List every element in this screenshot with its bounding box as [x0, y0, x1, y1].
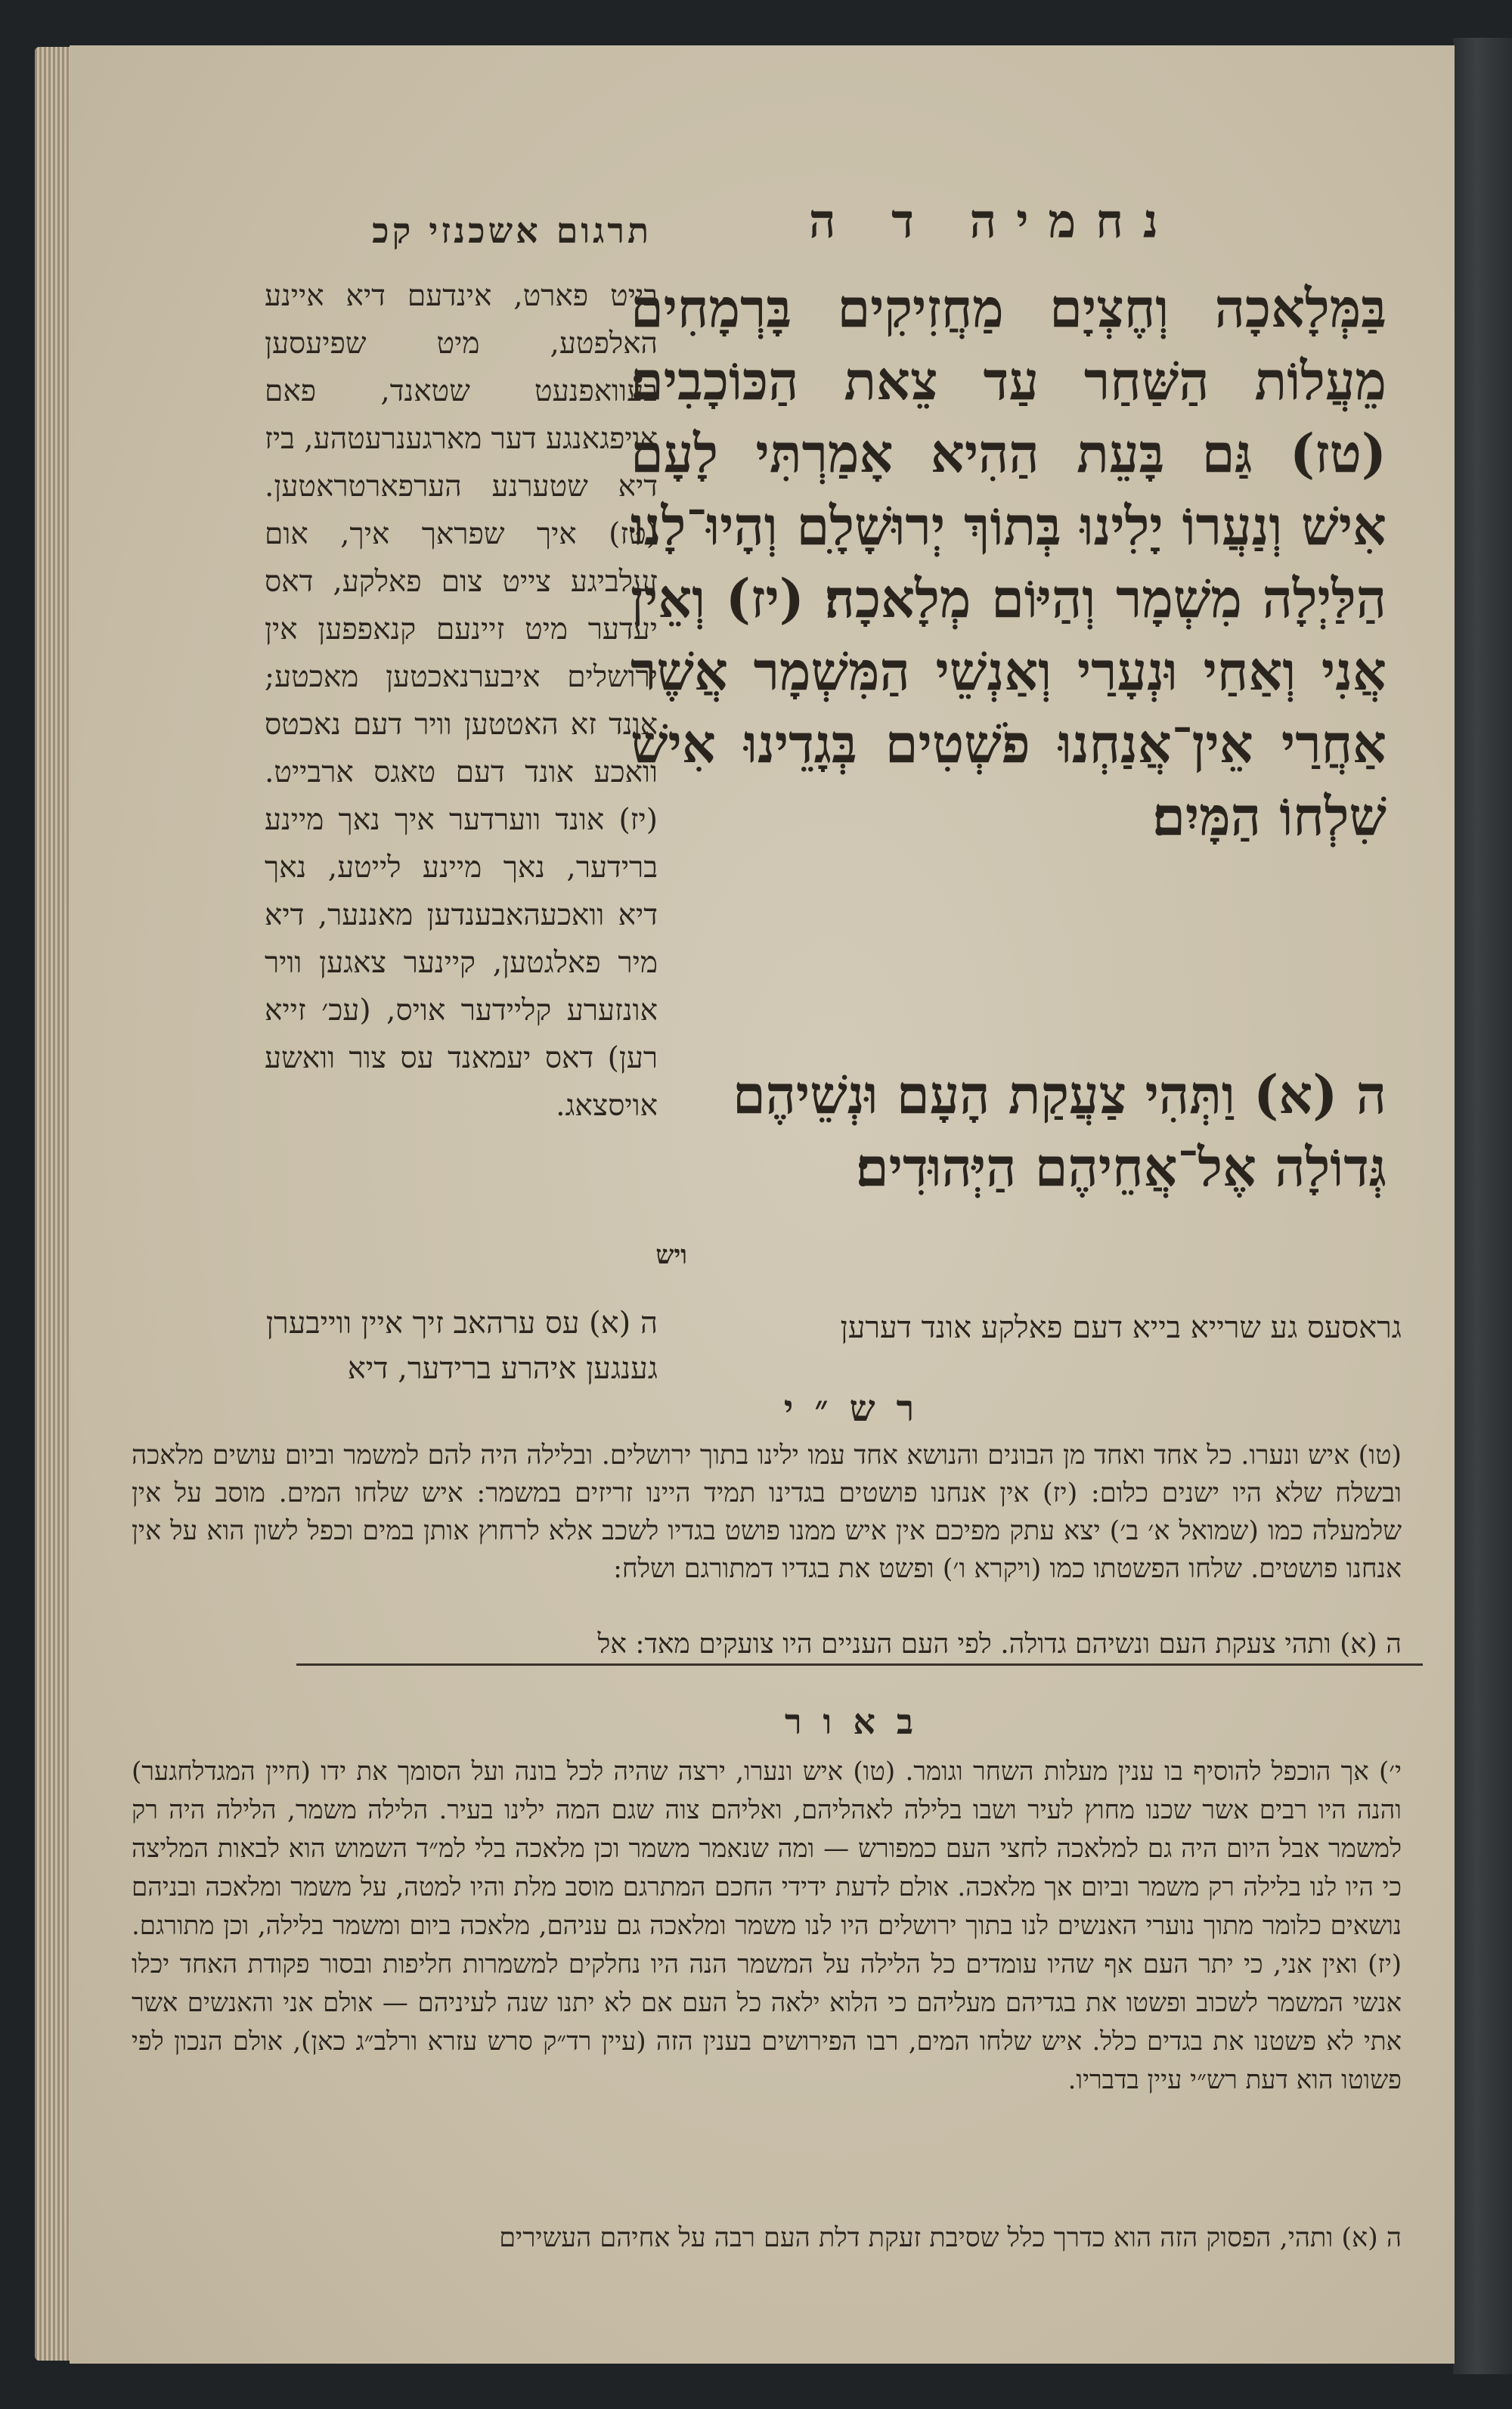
biur-commentary: י׳) אך הוכפל להוסיף בו ענין מעלות השחר וגומר. (טו) איש ונערו, ירצה שהיה לכל בונה ועל הסומך את ידו (חיין המגדלחגער) והנה היו רבים אשר שכנו מחוץ לעיר ושבו בלילה לאהליהם, ואליהם צוה שגם המה ילינו בעיר. הלילה משמר, הלילה היה רק למשמר אבל היום היה גם למלאכה לחצי העם כמפורש — ומה שנאמר משמר וכן מלאכה בלי למ״ד השמוש הוא לבאות המליצה כי היו לנו בלילה רק משמר וביום אך מלאכה. אולם לדעת ידידי החכם המתרגם מוסב מלת והיו למטה, על משמר ומלאכה ובניהם נושאים כלומר מתוך נוערי האנשים לנו בתוך ירושלים היו לנו משמר ומלאכה גם עניהם, מלאכה ביום ומשמר בלילה, וכן מתורגם. (יז) ואין אני, כי יתר העם אף שהיו עומדים כל הלילה על המשמר הנה היו נחלקים למשמרות חליפות ובסור פקודת האחד יכלו אנשי המשמר לשכוב ופשטו את בגדיהם מעליהם כי הלוא ילאה כל העם אם לא יתנו שנה לעיניהם — אולם אני והאנשים אשר אתי לא פשטנו את בגדים כלל. איש שלחו המים, רבו הפירושים בענין הזה (עיין רד״ק סרש עזרא ורלב״ג כאן), אולם הנכון לפי פשוטו הוא דעת רש״י עיין בדבריו.	[132, 1756, 1402, 2095]
running-header-targum: תרגום אשכנזי קכ	[372, 210, 652, 251]
rashi-commentary: (טו) איש ונערו. כל אחד ואחד מן הבונים והנושא אחד עמו ילינו בתוך ירושלים. ובלילה היה להם למשמר וביום עושים מלאכה ובשלח שלא היו ישנים כלום: (יז) אין אנחנו פושטים בגדינו תמיד היינו זריזים במשמר: איש שלחו המים. מוסב על אין שלמעלה כמו (שמואל א׳ ב׳) יצא עתק מפיכם אין איש ממנו פושט בגדיו לשכב אלא לרחוץ אותן במים וכפל לשון הוא על אין אנחנו פושטים. שלחו הפשטתו כמו (ויקרא ו׳) ופשט את בגדיו דמתורגם ושלח:	[132, 1440, 1402, 1584]
rashi-heading: רש״י	[783, 1387, 936, 1430]
chapter-5-opening: ה (א) וַתְּהִי צַעֲקַת הָעָם וּנְשֵׁיהֶם גְּדוֹלָה אֶל־אֲחֵיהֶם הַיְּהוּדִים׃	[732, 1063, 1387, 1198]
biur-heading: באור	[784, 1701, 935, 1742]
running-header-nehemiah: נחמיה ד ה	[808, 194, 1179, 249]
book-page	[70, 45, 1455, 2364]
rashi-chapter-5-comment: ה (א) ותהי צעקת העם ונשיהם גדולה. לפי העם העניים היו צועקים מאד: אל	[597, 1629, 1402, 1660]
book-page-edges	[35, 47, 73, 2361]
targum-chapter-5-opening: ה (א) עס ערהאב זיך איין ווייבערן גענגען איהרע ברידער, דיא	[265, 1306, 658, 1386]
catchword: ויש	[655, 1240, 687, 1270]
main-biblical-text: בַּמְּלָאכָה וְחֶצְיָם מַחֲזִיקִים בָּרְמָחִים מֵעֲלוֹת הַשַּׁחַר עַד צֵאת הַכּוֹכָבִים׃ (טז) גַּם בָּעֵת הַהִיא אָמַרְתִּי לָעָם אִישׁ וְנַעֲרוֹ יָלִינוּ בְּתוֹךְ יְרוּשָׁלָ‍ִם וְהָיוּ־לָנוּ הַלַּיְלָה מִשְׁמָר וְהַיּוֹם מְלָאכָה׃ (יז) וְאֵין אֲנִי וְאַחַי וּנְעָרַי וְאַנְשֵׁי הַמִּשְׁמָר אֲשֶׁר אַחֲרַי אֵין־אֲנַחְנוּ פֹשְׁטִים בְּגָדֵינוּ אִישׁ שִׁלְחוֹ הַמָּיִם׃	[631, 277, 1387, 848]
biur-chapter-5-comment: ה (א) ותהי, הפסוק הזה הוא כדרך כלל שסיבת זעקת דלת העם רבה על אחיהם העשירים	[499, 2223, 1402, 2253]
section-divider-line	[296, 1663, 1423, 1666]
facing-page-edge	[1453, 38, 1512, 2374]
targum-translation-text: בייט פארט, אינדעם דיא איינע האלפטע, מיט שפיעסען בעוואפנעט שטאנד, פאם אויפגאנגע דער מארגענרעטהע, ביז דיא שטערנע הערפארטראטען. (טז) איך שפראך איך, אום זעלביגע צייט צום פאלקע, דאס יעדער מיט זיינעם קנאפפען אין ירושלים איבערנאכטען מאכטע; אונד זא האטטען וויר דעם נאכטס וואכע אונד דעם טאגס ארבייט. (יז) אונד ווערדער איך נאך מיינע ברידער, נאך מיינע לייטע, נאך דיא וואכעהאבענדען מאננער, דיא מיר פאלגטען, קיינער צאגען וויר אונזערע קליידער אויס, (עכ׳ זייא רען) דאס יעמאנד עס צור וואשע אויסצאג.	[264, 279, 658, 1123]
targum-continuation-line: גראסעס גע שרייא בייא דעם פאלקע אונד דערען	[840, 1310, 1402, 1345]
